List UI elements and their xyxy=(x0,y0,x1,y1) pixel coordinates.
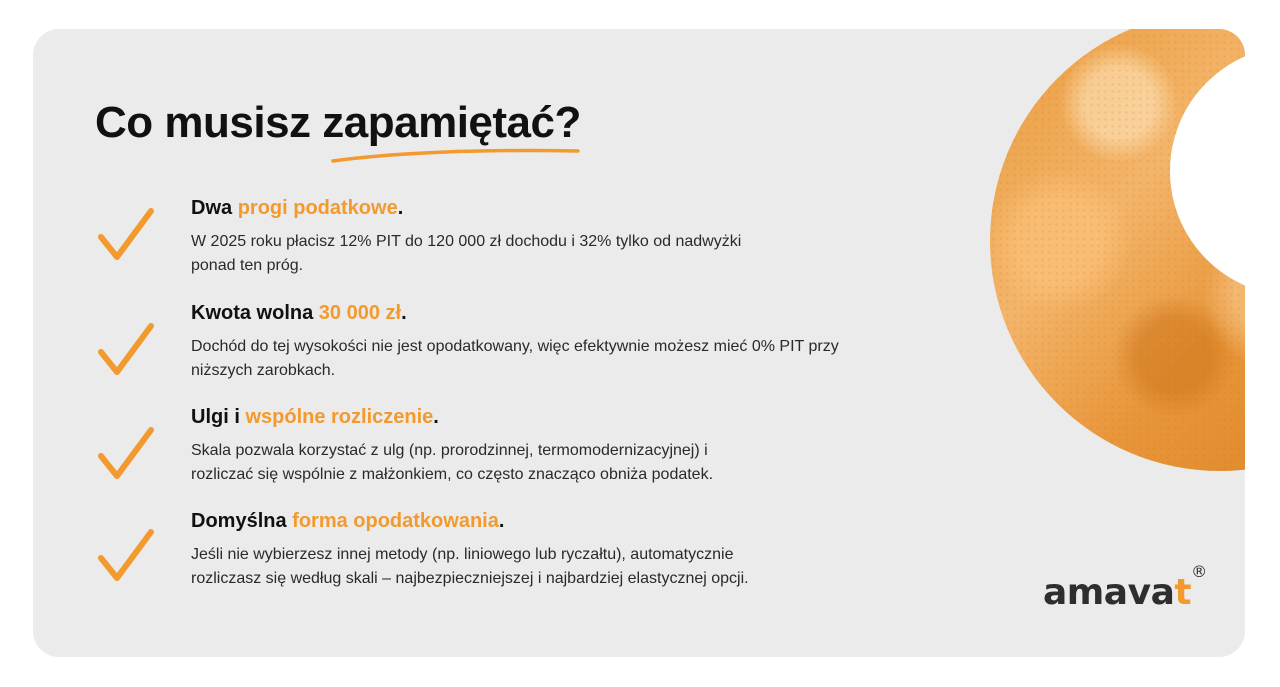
checkmark-icon xyxy=(95,422,155,486)
page-title: Co musisz zapamiętać? xyxy=(95,98,581,147)
item-title: Domyślna forma opodatkowania. xyxy=(191,510,505,532)
item-description: Dochód do tej wysokości nie jest opodatkowany, więc efektywnie możesz mieć 0% PIT przy niższych zarobkach. xyxy=(191,338,839,379)
item-title: Ulgi i wspólne rozliczenie. xyxy=(191,406,439,428)
item-description: W 2025 roku płacisz 12% PIT do 120 000 zł dochodu i 32% tylko od nadwyżki ponad ten próg. xyxy=(191,233,742,274)
title-underline-swoosh xyxy=(330,145,582,165)
checkmark-icon xyxy=(95,318,155,382)
photo-texture xyxy=(990,29,1245,471)
item-description: Jeśli nie wybierzesz innej metody (np. liniowego lub ryczałtu), automatycznie rozliczasz się według skali – najbezpieczniejszej i najbardziej elastycznej opcji. xyxy=(191,546,749,587)
checkmark-icon xyxy=(95,203,155,267)
item-title: Kwota wolna 30 000 zł. xyxy=(191,302,407,324)
item-title: Dwa progi podatkowe. xyxy=(191,197,404,219)
item-description: Skala pozwala korzystać z ulg (np. prorodzinnej, termomodernizacyjnej) i rozliczać się wspólnie z małżonkiem, co często znacząco obniża podatek. xyxy=(191,442,714,483)
amavat-logo: amavat® xyxy=(1043,562,1207,613)
checkmark-icon xyxy=(95,524,155,588)
handshake-photo-ring xyxy=(990,29,1245,471)
